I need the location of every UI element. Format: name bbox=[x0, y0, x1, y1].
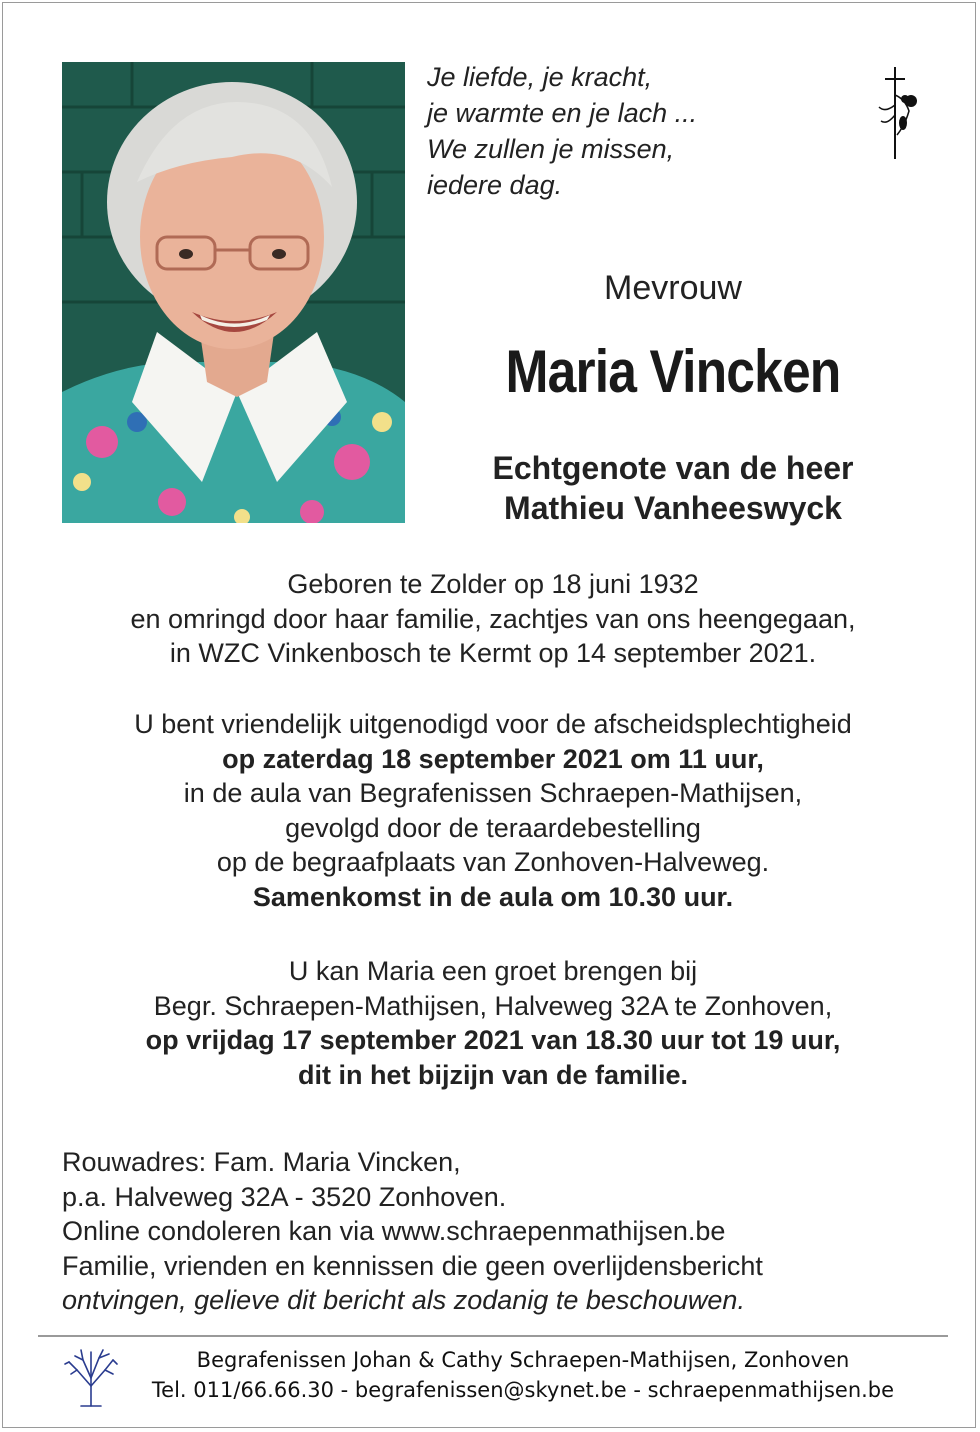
honorific: Mevrouw bbox=[604, 269, 742, 307]
birth-line: Geboren te Zolder op 18 juni 1932 bbox=[287, 569, 699, 599]
ceremony-line: in de aula van Begrafenissen Schraepen-Mathijsen, bbox=[183, 778, 803, 808]
cross-with-flower-icon bbox=[875, 65, 925, 161]
visit-line: Begr. Schraepen-Mathijsen, Halveweg 32A te Zonhoven, bbox=[153, 990, 833, 1021]
poem-line: iedere dag. bbox=[427, 170, 563, 200]
birth-line: in WZC Vinkenbosch te Kermt op 14 september 2021. bbox=[169, 638, 817, 668]
ceremony-line: gevolgd door de teraardebestelling bbox=[285, 812, 701, 843]
address-line: p.a. Halveweg 32A - 3520 Zonhoven. bbox=[62, 1181, 507, 1212]
notice-line: Familie, vrienden en kennissen die geen overlijdensbericht bbox=[62, 1250, 763, 1281]
death-notice-card bbox=[2, 2, 976, 1428]
visitation-info bbox=[43, 954, 943, 1092]
spouse-info bbox=[423, 448, 923, 528]
funeral-home-name: Begrafenissen Johan & Cathy Schraepen-Mathijsen, Zonhoven bbox=[196, 1348, 850, 1372]
gathering-time: Samenkomst in de aula om 10.30 uur. bbox=[252, 881, 734, 912]
ceremony-line: op de begraafplaats van Zonhoven-Halveweg. bbox=[216, 847, 770, 877]
ceremony-info bbox=[43, 707, 943, 914]
ceremony-date: op zaterdag 18 september 2021 om 11 uur, bbox=[222, 743, 764, 774]
notice-line: ontvingen, gelieve dit bericht als zodanig te beschouwen. bbox=[62, 1285, 745, 1315]
mourning-address bbox=[62, 1145, 763, 1318]
funeral-home-contact: Tel. 011/66.66.30 - begrafenissen@skynet.be - schraepenmathijsen.be bbox=[151, 1378, 895, 1402]
birth-death-info bbox=[43, 567, 943, 671]
address-line: Rouwadres: Fam. Maria Vincken, bbox=[62, 1147, 461, 1177]
deceased-name: Maria Vincken bbox=[505, 338, 841, 405]
spouse-line: Echtgenote van de heer bbox=[492, 450, 854, 486]
visit-line: U kan Maria een groet brengen bij bbox=[288, 956, 698, 986]
birth-line: en omringd door haar familie, zachtjes van ons heengegaan, bbox=[130, 603, 856, 634]
divider bbox=[38, 1335, 948, 1337]
spouse-line: Mathieu Vanheeswyck bbox=[504, 490, 842, 526]
ceremony-line: U bent vriendelijk uitgenodigd voor de afscheidsplechtigheid bbox=[134, 709, 852, 739]
visit-line: dit in het bijzijn van de familie. bbox=[297, 1059, 689, 1090]
poem-line: We zullen je missen, bbox=[427, 134, 675, 164]
portrait-illustration bbox=[62, 62, 405, 523]
portrait-photo bbox=[62, 62, 405, 523]
tree-logo-icon bbox=[63, 1346, 119, 1408]
poem-line: je warmte en je lach ... bbox=[427, 98, 698, 128]
visit-date: op vrijdag 17 september 2021 van 18.30 uur tot 19 uur, bbox=[145, 1025, 841, 1055]
poem bbox=[427, 59, 697, 203]
condolence-line: Online condoleren kan via www.schraepenmathijsen.be bbox=[62, 1216, 726, 1246]
poem-line: Je liefde, je kracht, bbox=[427, 62, 653, 92]
